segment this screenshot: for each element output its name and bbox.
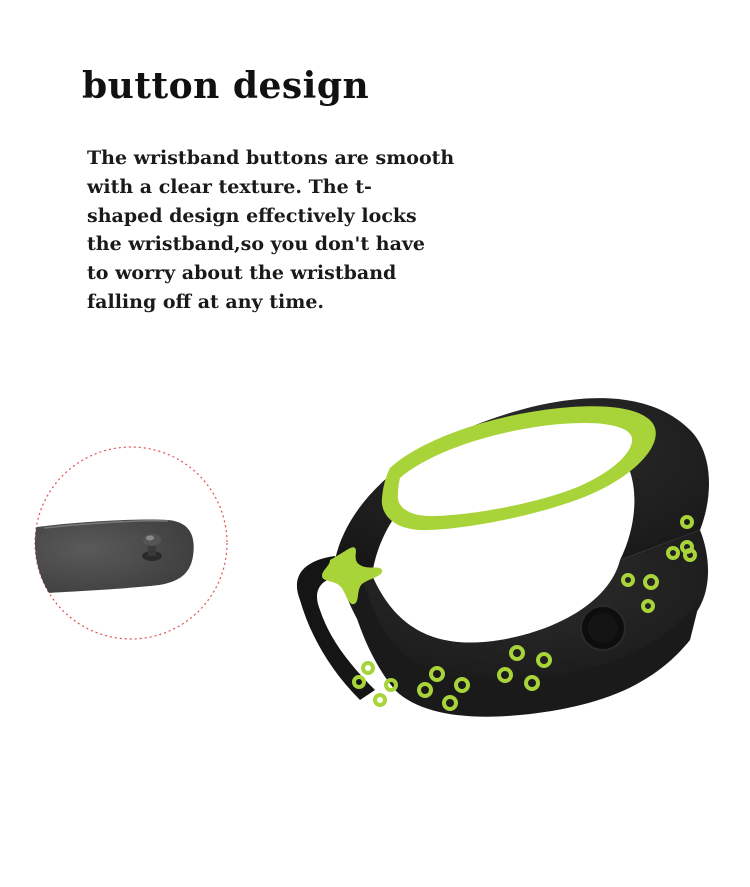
detail-closeup-image bbox=[30, 447, 227, 639]
description-line: to worry about the wristband bbox=[87, 262, 397, 285]
product-illustration bbox=[0, 330, 750, 887]
feature-description bbox=[87, 144, 454, 317]
wristband-image bbox=[297, 398, 709, 717]
page-title: button design bbox=[82, 65, 370, 107]
description-line: the wristband,so you don't have bbox=[87, 233, 426, 256]
pod-opening bbox=[398, 423, 632, 516]
description-line: falling off at any time. bbox=[87, 290, 325, 313]
description-line: with a clear texture. The t- bbox=[87, 175, 372, 198]
description-line: The wristband buttons are smooth bbox=[87, 147, 455, 169]
description-line: shaped design effectively locks bbox=[87, 204, 417, 227]
